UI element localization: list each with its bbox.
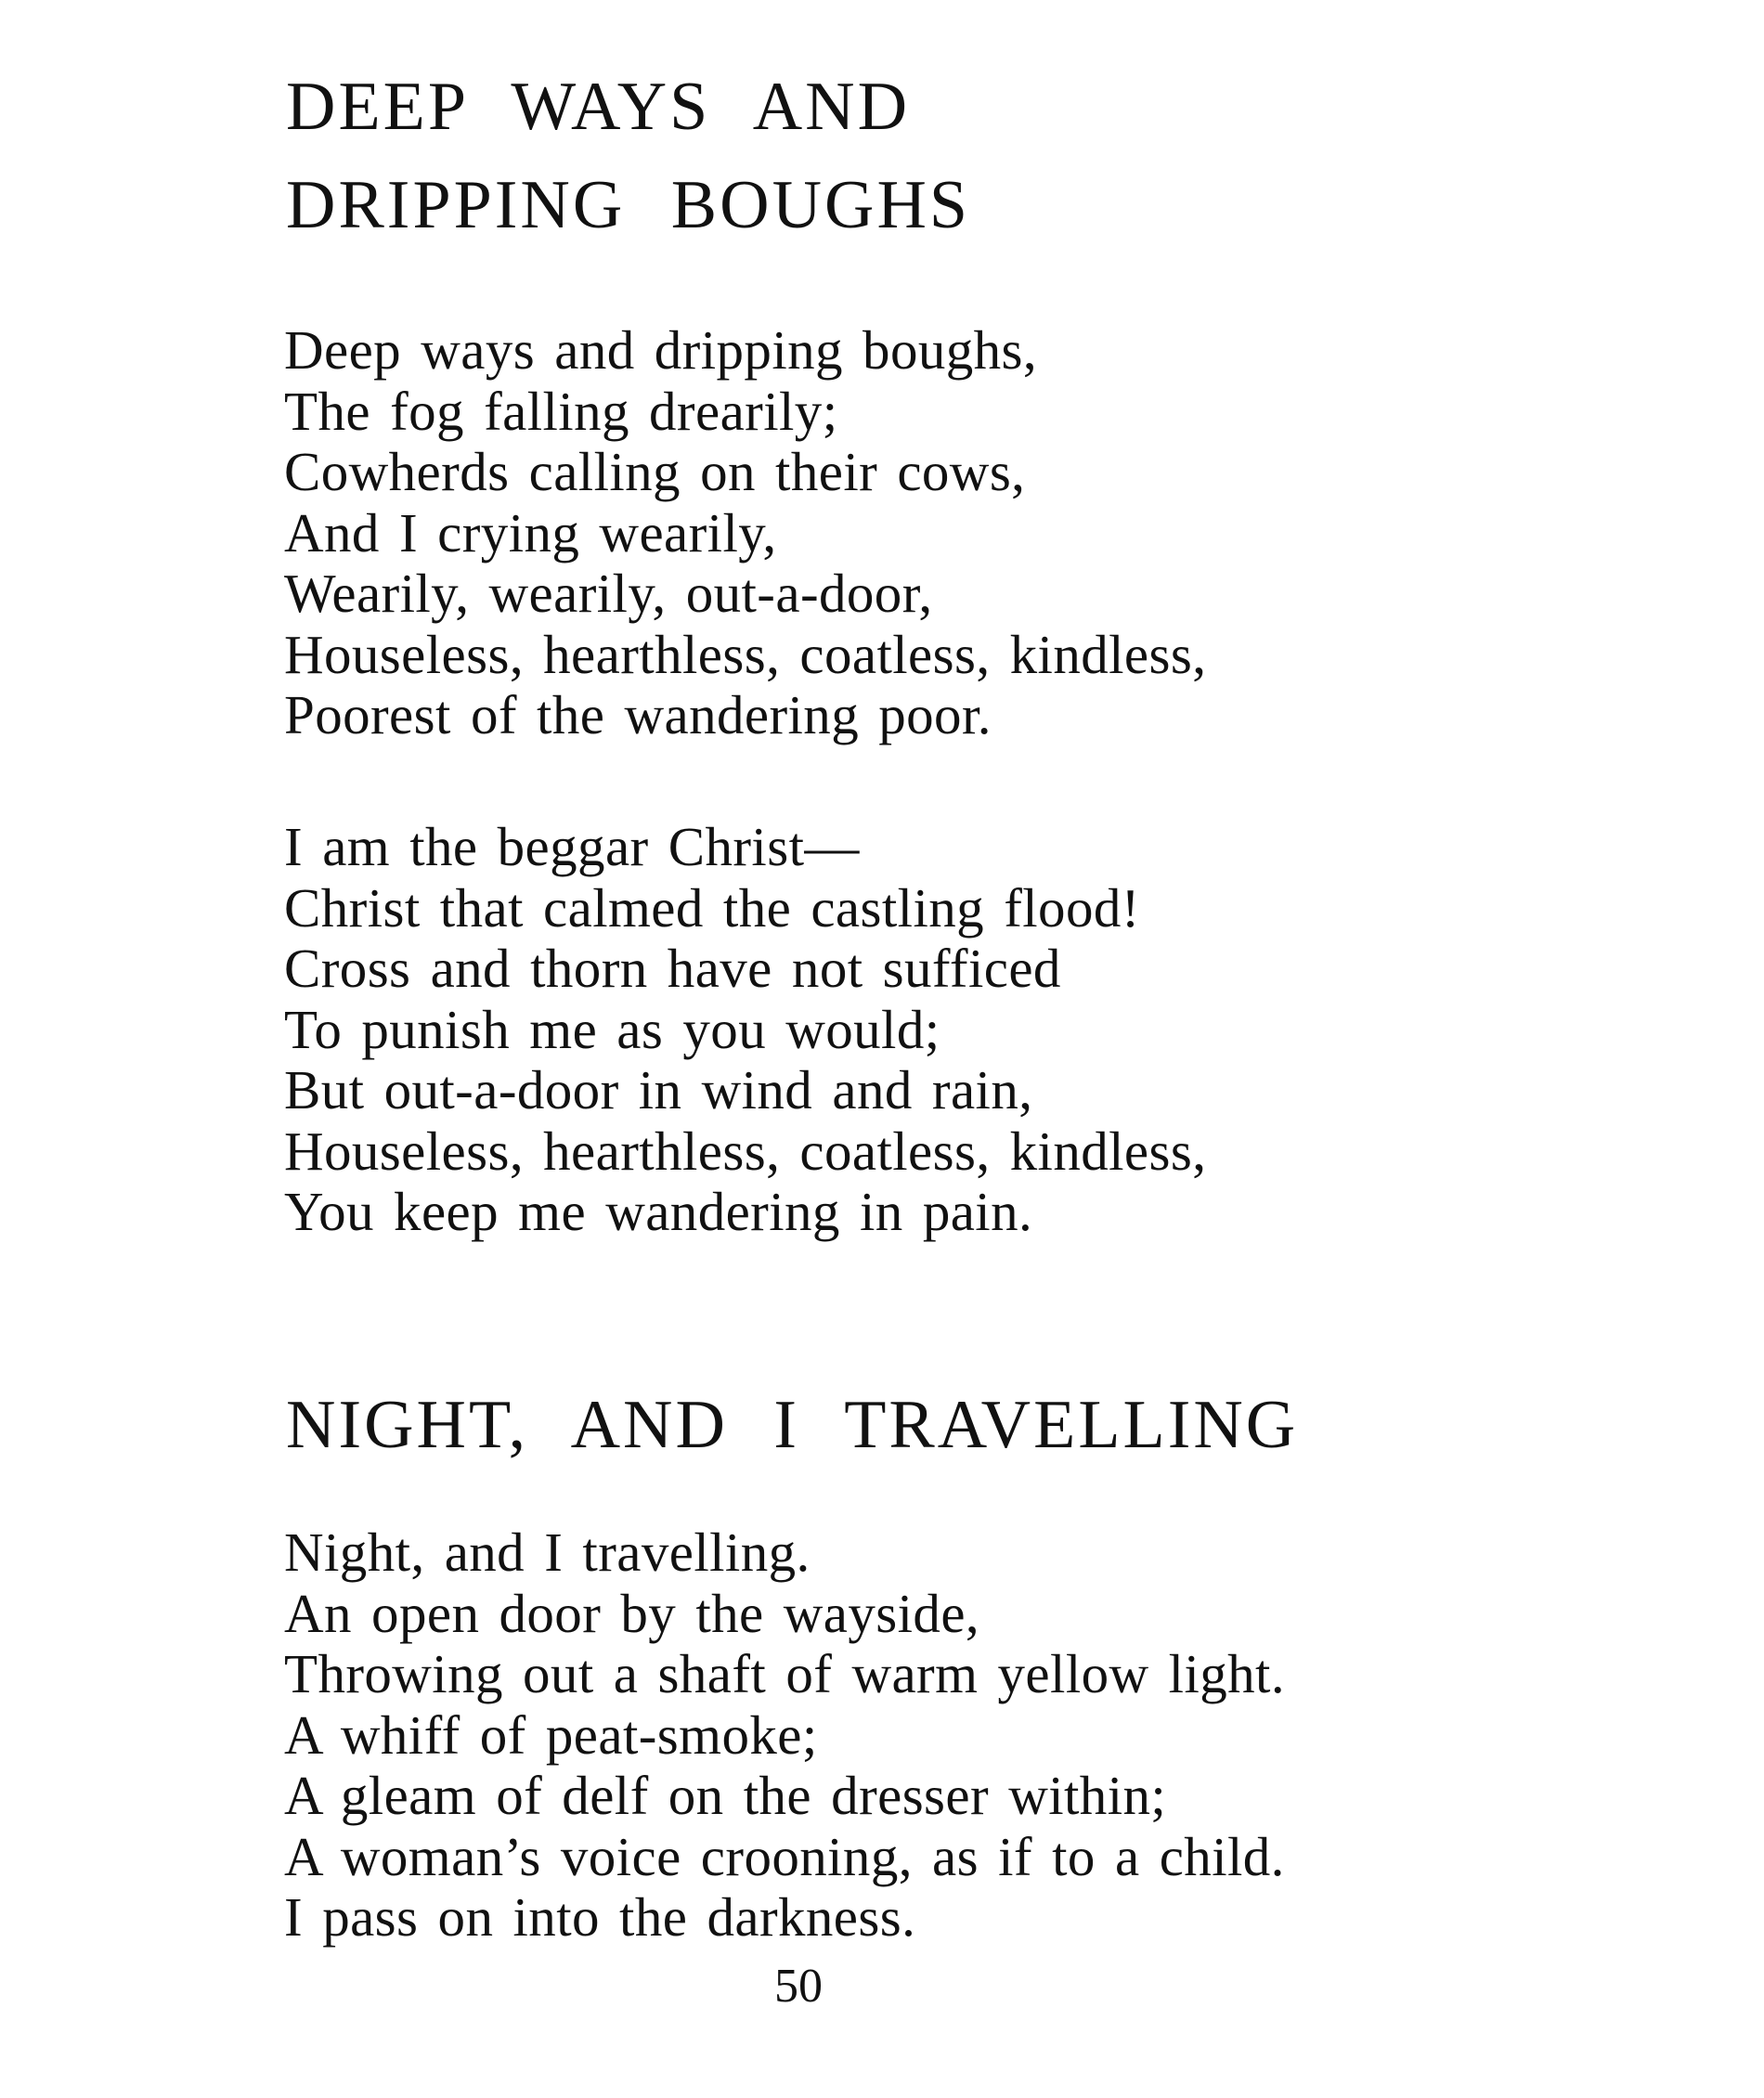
page-number: 50 — [774, 1960, 823, 2013]
poem-title-line: DEEP WAYS AND — [286, 69, 911, 145]
poem-line: Houseless, hearthless, coatless, kindless, — [284, 1120, 1207, 1182]
poem-line: Christ that calmed the castling flood! — [284, 876, 1140, 939]
poem-line: A whiff of peat-smoke; — [284, 1703, 818, 1766]
poem-line: And I crying wearily, — [284, 501, 777, 563]
poem-line: An open door by the wayside, — [284, 1582, 980, 1644]
poem-line: Poorest of the wandering poor. — [284, 684, 992, 745]
poem-title-line: DRIPPING BOUGHS — [286, 167, 971, 243]
poem-line: A woman’s voice crooning, as if to a child. — [284, 1825, 1285, 1887]
poem-line: You keep me wandering in pain. — [284, 1181, 1033, 1242]
poem-line: Night, and I travelling. — [284, 1522, 811, 1583]
poem-line: A gleam of delf on the dresser within; — [284, 1765, 1167, 1826]
poem-line: Houseless, hearthless, coatless, kindless, — [284, 623, 1207, 685]
poem-line: I pass on into the darkness. — [284, 1886, 916, 1948]
poem-line: I am the beggar Christ— — [284, 816, 860, 877]
poem-line: Throwing out a shaft of warm yellow light. — [284, 1643, 1285, 1704]
poem-title-line: NIGHT, AND I TRAVELLING — [286, 1387, 1299, 1463]
poem-line: But out-a-door in wind and rain, — [284, 1059, 1033, 1120]
stanza — [284, 1522, 1285, 1949]
stanza — [284, 320, 1206, 746]
poem-line: Deep ways and dripping boughs, — [284, 319, 1038, 381]
poem-line: To punish me as you would; — [284, 998, 940, 1060]
poem-line: Cross and thorn have not sufficed — [284, 938, 1061, 999]
poem-line: The fog falling drearily; — [284, 380, 838, 442]
poem-title-night-travelling — [286, 1376, 1298, 1474]
poem-title-deep-ways — [286, 58, 970, 254]
poem-line: Wearily, wearily, out-a-door, — [284, 563, 933, 624]
poem-line: Cowherds calling on their cows, — [284, 441, 1026, 502]
stanza — [284, 817, 1206, 1243]
